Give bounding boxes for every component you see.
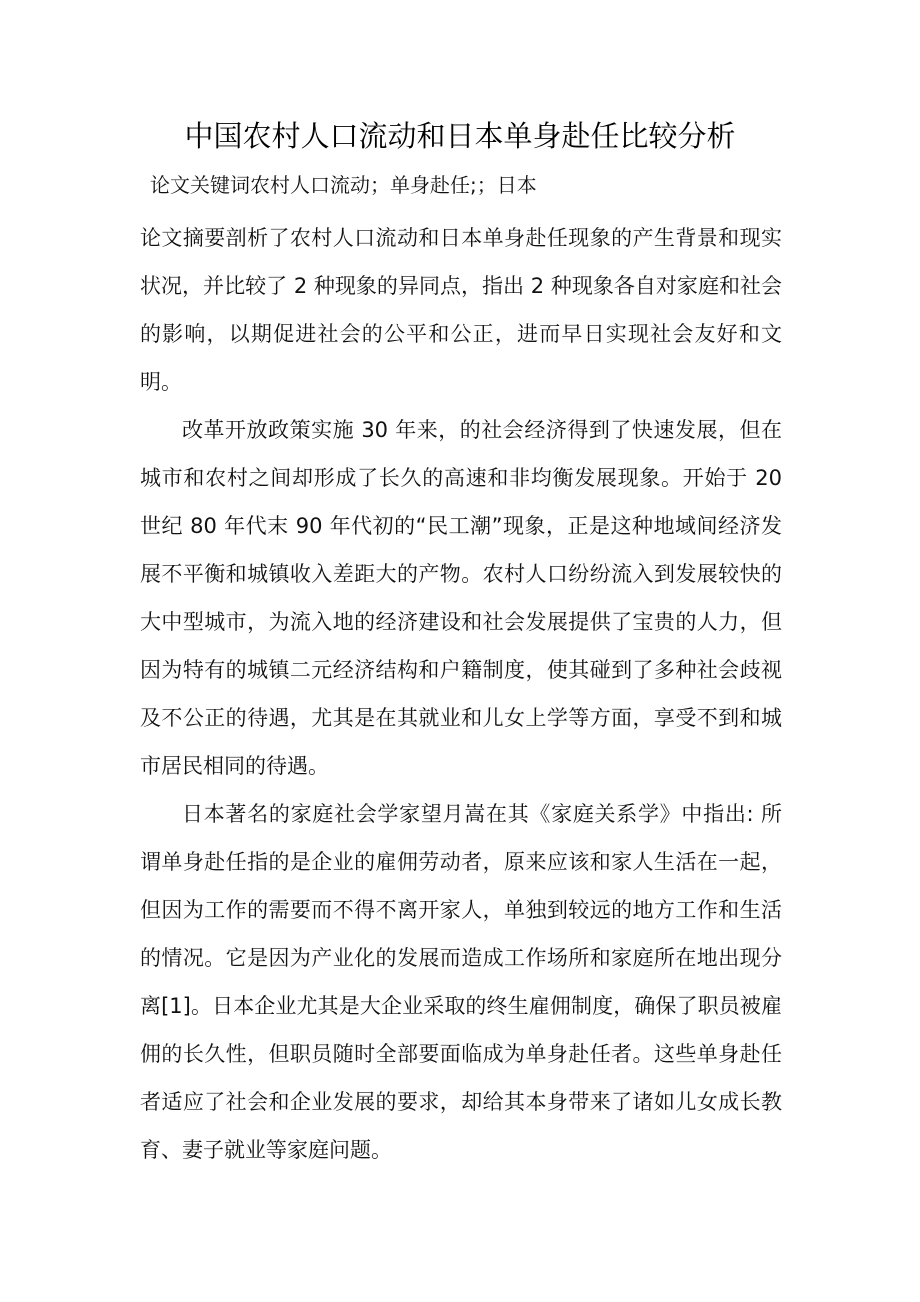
body-paragraph: 改革开放政策实施 30 年来，的社会经济得到了快速发展，但在城市和农村之间却形成了长久的高速和非均衡发展现象。开始于 20 世纪 80 年代末 90 年代初的“民工潮”现象，正是这种地域间经济发展不平衡和城镇收入差距大的产物。农村人口纷纷流入到发展较快的大中型城市，为流入地的经济建设和社会发展提供了宝贵的人力，但因为特有的城镇二元经济结构和户籍制度，使其碰到了多种社会歧视及不公正的待遇，尤其是在其就业和儿女上学等方面，享受不到和城市居民相同的待遇。	[140, 418, 782, 778]
keywords-line: 论文关键词农村人口流动；单身赴任;；日本	[150, 173, 537, 197]
document-body	[140, 214, 782, 1174]
document-title: 中国农村人口流动和日本单身赴任比较分析	[184, 119, 736, 153]
abstract-paragraph: 论文摘要剖析了农村人口流动和日本单身赴任现象的产生背景和现实状况，并比较了 2 种现象的异同点，指出 2 种现象各自对家庭和社会的影响，以期促进社会的公平和公正，进而早日实现社会友好和文明。	[140, 226, 782, 394]
body-paragraph: 日本著名的家庭社会学家望月嵩在其《家庭关系学》中指出: 所谓单身赴任指的是企业的雇佣劳动者，原来应该和家人生活在一起，但因为工作的需要而不得不离开家人，单独到较远的地方工作和生活的情况。它是因为产业化的发展而造成工作场所和家庭所在地出现分离[1]。日本企业尤其是大企业采取的终生雇佣制度，确保了职员被雇佣的长久性，但职员随时全部要面临成为单身赴任者。这些单身赴任者适应了社会和企业发展的要求，却给其本身带来了诸如儿女成长教育、妻子就业等家庭问题。	[140, 802, 782, 1162]
